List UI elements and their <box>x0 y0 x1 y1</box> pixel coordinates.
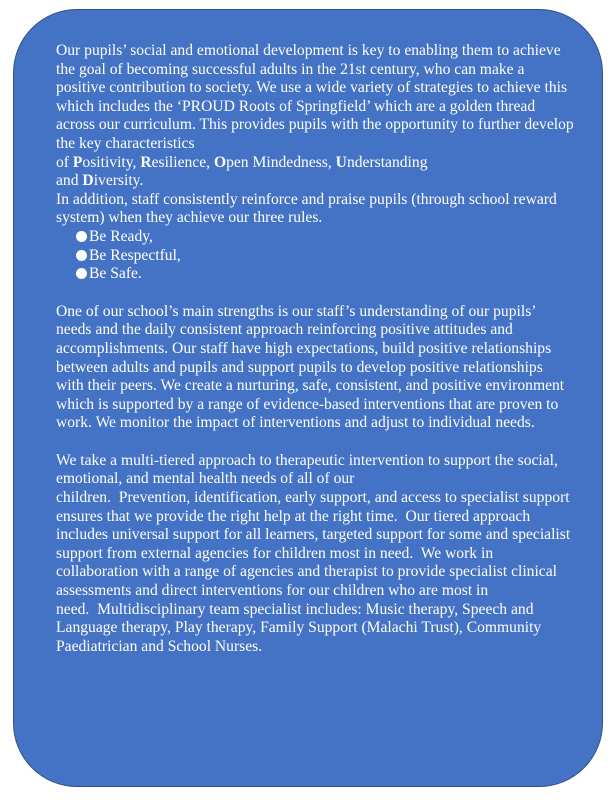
proud-initial-r: R <box>140 153 152 171</box>
intro-paragraph: Our pupils’ social and emotional development is key to enabling them to achieve the goal of becoming successful adults in the 21st century, who can make a positive contribution to society. We use a wide variety of strategies to achieve this which includes the ‘PROUD Roots of Springfield’ which are a golden thread across our curriculum. This provides pupils with the opportunity to further develop the key characteristics <box>56 42 574 152</box>
proud-initial-d: D <box>82 172 94 190</box>
bullet-dot-icon <box>76 250 87 261</box>
approach-paragraph-start: We take a multi-tiered approach to therapeutic intervention to support the social, emotional, and mental health needs of all of our <box>56 451 558 488</box>
rules-list <box>56 228 574 284</box>
proud-line-2: and Diversity. <box>56 172 144 190</box>
rule-item: Be Safe. <box>76 265 574 284</box>
proud-initial-p: P <box>72 153 83 171</box>
proud-line-1: of Positivity, Resilience, Open Mindedness, Understanding <box>56 153 428 171</box>
proud-initial-o: O <box>213 153 227 171</box>
rules-paragraph: In addition, staff consistently reinforce and praise pupils (through school reward system) when they achieve our three rules. <box>56 190 557 227</box>
panel-text <box>56 42 574 656</box>
rule-item: Be Ready, <box>76 228 574 247</box>
strengths-paragraph: One of our school’s main strengths is our staff’s understanding of our pupils’ needs and the daily consistent approach reinforcing positive attitudes and accomplishments. Our staff have high expectations, build positive relationships between adults and pupils and support pupils to develop positive relationships with their peers. We create a nurturing, safe, consistent, and positive environment which is supported by a range of evidence-based interventions that are proven to work. We monitor the impact of interventions and adjust to individual needs. <box>56 302 565 432</box>
rule-item: Be Respectful, <box>76 247 574 266</box>
approach-paragraph-middle: children. Prevention, identification, early support, and access to specialist support ensures that we provide the right help at the right time. Our tiered approach includes universal support for all learners, targeted support for some and specialist support from external agencies for children most in need. We work in collaboration with a range of agencies and therapist to provide specialist clinical assessments and direct interventions for our children who are most in <box>56 489 571 600</box>
bullet-dot-icon <box>76 268 87 279</box>
bullet-dot-icon <box>76 231 87 242</box>
approach-paragraph-end: need. Multidisciplinary team specialist includes: Music therapy, Speech and Language therapy, Play therapy, Family Support (Malachi Trust), Community Paediatrician and School Nurses. <box>56 600 542 655</box>
proud-initial-u: U <box>335 153 347 171</box>
